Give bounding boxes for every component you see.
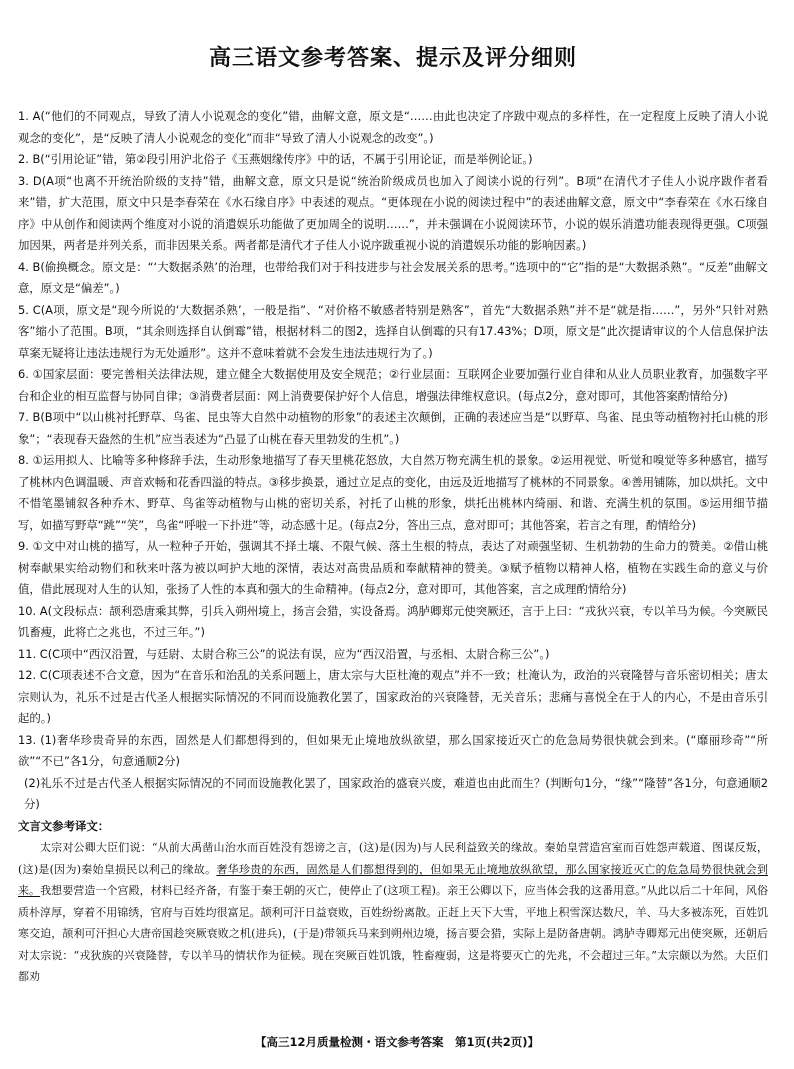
answer-item-7: 7. B(B项中“以山桃衬托野草、鸟雀、昆虫等大自然中动植物的形象”的表述主次颠倒，正确的表述应当是“以野草、鸟雀、昆虫等动植物衬托山桃的形象”；“表现春天盎然的生机”应当表述为“凸显了山桃在春天里勃发的生机”。) (18, 410, 768, 446)
answer-item-13: 13. (1)奢华珍贵奇异的东西，固然是人们都想得到的，但如果无止境地放纵欲望，那么国家接近灭亡的危急局势很快就会到来。(“靡丽珍奇”“所欲”“不已”各1分，句意通顺2分) (18, 732, 768, 768)
answer-item-4: 4. B(偷换概念。原文是：“‘大数据杀熟’的治理，也带给我们对于科技进步与社会发展关系的思考。”选项中的“它”指的是“大数据杀熟”。“反差”曲解文意，原文是“偏差”。) (18, 259, 768, 295)
answer-item-3: 3. D(A项“也离不开统治阶级的支持”错，曲解文意，原文只是说“统治阶级成员也加入了阅读小说的行列”。B项“在清代才子佳人小说序跋作者看来”错，扩大范围，原文中只是李春荣在《水石缘自序》中表述的观点。“更体现在小说的阅读过程中”的表述曲解文意，原文中“李春荣在《水石缘自序》中从创作和阅读两个维度对小说的消遣娱乐功能做了更加周全的说明……”，并未强调在小说阅读环节，小说的娱乐消遣功能表现得更强。C项强加因果，两者是并列关系，而非因果关系。两者都是清代才子佳人小说序跋重视小说的消遣娱乐功能的影响因素。) (18, 173, 768, 252)
answer-item-12: 12. C(C项表述不合文意，因为“在音乐和治乱的关系问题上，唐太宗与大臣杜淹的观点”并不一致；杜淹认为，政治的兴衰隆替与音乐密切相关；唐太宗则认为，礼乐不过是古代圣人根据实际情况的不同而设施教化罢了，国家政治的兴衰隆替，无关音乐；悲痛与喜悦全在于人的内心，不是由音乐引起的。) (18, 668, 768, 725)
page-footer: 【高三12月质量检测・语文参考答案 第1页(共2页)】 (254, 1035, 540, 1049)
translation-text-pre: 太宗对公卿大臣们说：“从前大禹凿山治水而百姓没有怨谤之言，(这)是(因为)与人民利益致关的缘故。秦始皇营造宫室而百姓怨声载道、图谋反叛，(这)是(因为)秦始皇损民以利己的缘故。 (18, 841, 768, 876)
answer-item-11: 11. C(C项中“西汉沿置，与廷尉、太尉合称三公”的说法有误，应为“西汉沿置，与丞相、太尉合称三公”。) (18, 646, 550, 661)
answer-item-2: 2. B(“引用论证”错，第②段引用沪北俗子《玉燕姻缘传序》中的话，不属于引用论证，而是举例论证。) (18, 152, 533, 166)
translation-heading: 文言文参考译文： (18, 818, 110, 833)
answer-item-13-part-2: (2)礼乐不过是古代圣人根据实际情况的不同而设施教化罢了，国家政治的盛衰兴废，难道也由此而生？(判断句1分，“缘”“隆替”各1分，句意通顺2分) (24, 775, 768, 811)
translation-paragraph (18, 837, 768, 988)
answer-item-6: 6. ①国家层面：要完善相关法律法规，建立健全大数据使用及安全规范；②行业层面：互联网企业要加强行业自律和从业人员职业教育，加强数字平台和企业的相互监督与协同自律；③消费者层面：网上消费要保护好个人信息，增强法律维权意识。(每点2分，意对即可，其他答案酌情给分) (18, 367, 768, 403)
answer-item-1: 1. A(“他们的不同观点，导致了清人小说观念的变化”错，曲解文意，原文是“……由此也决定了序跋中观点的多样性，在一定程度上反映了清人小说观念的变化”，是“反映了清人小说观念的变化”而非“导致了清人小说观念的改变”。) (18, 109, 768, 145)
translation-underlined-text: 奢华珍贵的东西，固然是人们都想得到的，但如果无止境地放纵欲望，那么国家接近灭亡的危急局势很快就会到来。 (18, 862, 769, 897)
page-title: 高三语文参考答案、提示及评分细则 (208, 46, 577, 71)
answer-item-5: 5. C(A项，原文是“现今所说的‘大数据杀熟’，一般是指”、“对价格不敏感者特别是熟客”，首先“大数据杀熟”并不是“就是指……”，另外“只针对熟客”缩小了范围。B项，“其余则选择自认倒霉”错，根据材料二的图2，选择自认倒霉的只有17.43%；D项，原文是“此次提请审议的个人信息保护法草案无疑将让违法违规行为无处遁形”。这并不意味着就不会发生违法违规行为了。) (18, 302, 768, 360)
answer-item-8: 8. ①运用拟人、比喻等多种修辞手法，生动形象地描写了春天里桃花怒放，大自然万物充满生机的景象。②运用视觉、听觉和嗅觉等多种感官，描写了桃林内色调温暖、声音欢畅和花香四溢的特点。③移步换景，通过立足点的变化，由远及近地描写了桃林的不同景象。④善用铺陈，加以烘托。文中不惜笔墨铺叙各种乔木、野草、鸟雀等动植物与山桃的密切关系，衬托了山桃的形象，烘托出桃林内绮丽、和谐、充满生机的氛围。⑤运用细节描写，如描写野草“跳”“笑”，鸟雀“呼啦一下扑进”等，动态感十足。(每点2分，答出三点，意对即可；其他答案，若言之有理，酌情给分) (18, 453, 768, 532)
translation-text-post: 我想要营造一个宫殿，材料已经齐备，有鉴于秦王朝的灭亡，使停止了(这项工程)。亲王公卿以下，应当体会我的这番用意。”从此以后二十年间，风俗质朴淳厚，穿着不用锦绣，官府与百姓均很富足。颉利可汗日益衰败，百姓纷纷离散。正赶上天下大雪，平地上积雪深达数尺，羊、马大多被冻死，百姓饥寒交迫，颉利可汗担心大唐帝国趁突厥衰败之机(进兵)，(于是)带领兵马来到朔州边境，扬言要会猎，实际上是防备唐朝。鸿胪寺卿郑元出使突厥，还朝后对太宗说：“戎狄族的兴衰隆替，专以羊马的情状作为征候。现在突厥百姓饥饿，牲畜瘦弱，这是将要灭亡的先兆，不会超过三年。”太宗颇以为然。大臣们都劝 (18, 884, 768, 983)
answer-item-10: 10. A(文段标点：颉利恐唐乘其弊，引兵入朔州境上，扬言会猎，实设备焉。鸿胪卿郑元使突厥还，言于上曰：“戎狄兴衰，专以羊马为候。今突厥民饥畜瘦，此将亡之兆也，不过三年。”) (18, 603, 768, 639)
answer-list (18, 106, 768, 816)
answer-item-9: 9. ①文中对山桃的描写，从一粒种子开始，强调其不择土壤、不限气候、落土生根的特点，表达了对顽强坚韧、生机勃勃的生命力的赞美。②借山桃树奉献果实给动物们和秋来叶落为被以呵护大地的深情，表达对高贵品质和奉献精神的赞美。③赋予植物以精神人格，植物在实践生命的意义与价值，借此展现对人生的认知，张扬了人性的本真和强大的生命精神。(每点2分，意对即可，其他答案，言之成理酌情给分) (18, 539, 768, 596)
